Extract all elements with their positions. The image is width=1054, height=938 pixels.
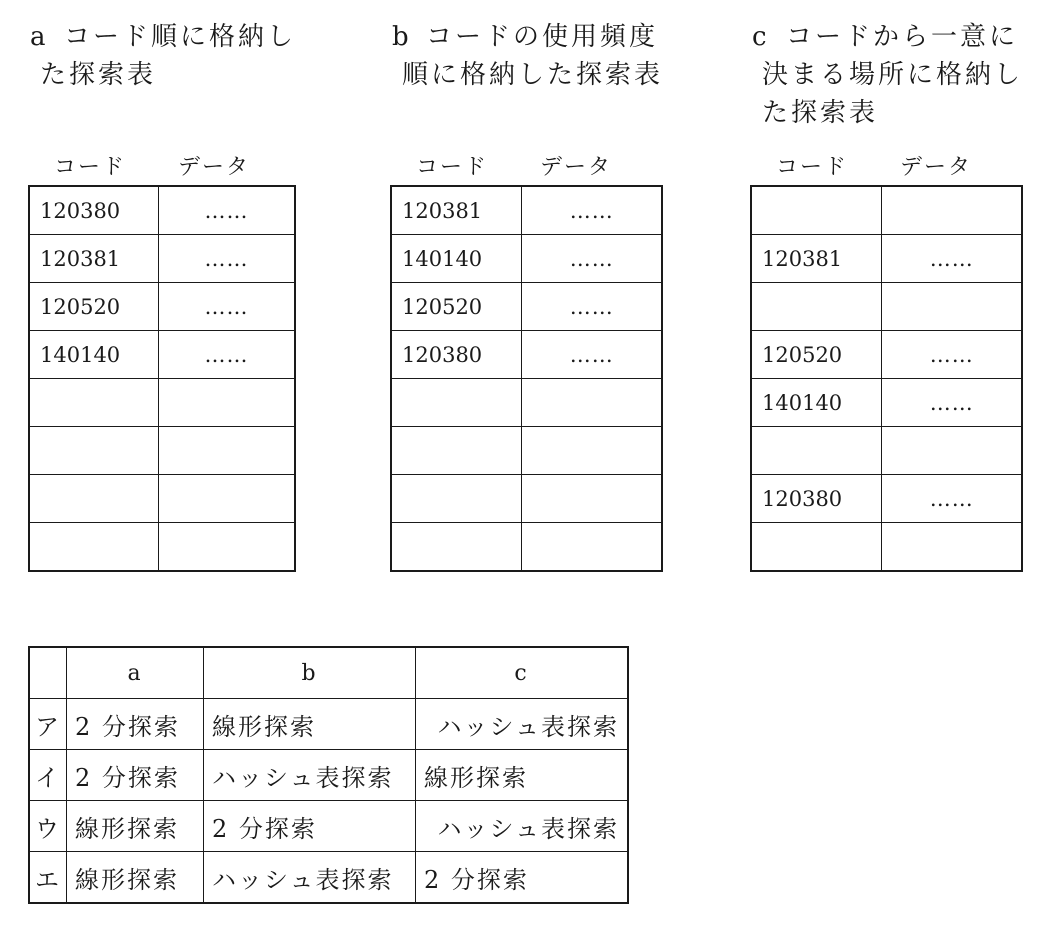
answer-cell-b: 2 分探索 bbox=[204, 801, 416, 852]
answer-header-row bbox=[29, 647, 628, 699]
table-row bbox=[751, 331, 1022, 379]
data-cell bbox=[522, 427, 662, 475]
panel-a-data-header: データ bbox=[178, 155, 251, 180]
answer-label: イ bbox=[29, 750, 67, 801]
code-cell: 120380 bbox=[29, 186, 158, 235]
data-cell: …… bbox=[882, 475, 1022, 523]
data-cell: …… bbox=[522, 186, 662, 235]
table-row bbox=[751, 379, 1022, 427]
panel-a-letter: a bbox=[30, 22, 49, 52]
data-cell bbox=[158, 475, 295, 523]
panel-b-letter: b bbox=[392, 22, 412, 52]
table-row bbox=[29, 331, 295, 379]
data-cell: …… bbox=[522, 331, 662, 379]
code-cell: 120380 bbox=[751, 475, 882, 523]
code-cell bbox=[29, 427, 158, 475]
code-cell bbox=[751, 523, 882, 572]
panel-b-table bbox=[390, 185, 663, 572]
code-cell: 140140 bbox=[391, 235, 522, 283]
table-row bbox=[751, 283, 1022, 331]
answer-row bbox=[29, 699, 628, 750]
panel-c-code-header: コード bbox=[776, 155, 849, 180]
data-cell: …… bbox=[882, 235, 1022, 283]
panel-a bbox=[28, 18, 297, 367]
data-cell: …… bbox=[158, 283, 295, 331]
code-cell: 120520 bbox=[751, 331, 882, 379]
code-cell: 140140 bbox=[751, 379, 882, 427]
data-cell bbox=[882, 427, 1022, 475]
table-row bbox=[391, 427, 662, 475]
panel-a-code-header: コード bbox=[54, 155, 127, 180]
data-cell bbox=[882, 523, 1022, 572]
panel-b-caption-line2: 順に格納した探索表 bbox=[402, 60, 664, 90]
data-cell: …… bbox=[882, 331, 1022, 379]
table-row bbox=[751, 186, 1022, 235]
table-row bbox=[751, 427, 1022, 475]
answer-label: ア bbox=[29, 699, 67, 750]
answer-header-corner bbox=[29, 647, 67, 699]
table-row bbox=[29, 235, 295, 283]
answer-cell-a: 2 分探索 bbox=[67, 699, 204, 750]
table-row bbox=[29, 475, 295, 523]
code-cell bbox=[391, 523, 522, 572]
data-cell bbox=[158, 523, 295, 572]
table-row bbox=[29, 186, 295, 235]
code-cell: 120381 bbox=[391, 186, 522, 235]
answer-cell-a: 線形探索 bbox=[67, 801, 204, 852]
data-cell: …… bbox=[158, 235, 295, 283]
panel-c-caption-line2: 決まる場所に格納し bbox=[762, 60, 1024, 90]
data-cell bbox=[522, 523, 662, 572]
data-cell bbox=[522, 475, 662, 523]
table-row bbox=[391, 235, 662, 283]
panel-c-caption-line1: コードから一意に bbox=[786, 22, 1019, 52]
answer-cell-c: ハッシュ表探索 bbox=[416, 699, 629, 750]
answer-cell-a: 2 分探索 bbox=[67, 750, 204, 801]
answer-cell-c: 線形探索 bbox=[416, 750, 629, 801]
data-cell bbox=[882, 283, 1022, 331]
panel-b-caption-line1: コードの使用頻度 bbox=[426, 22, 659, 52]
panel-b-code-header: コード bbox=[416, 155, 489, 180]
data-cell bbox=[522, 379, 662, 427]
panel-b-caption bbox=[390, 18, 663, 138]
answer-cell-b: 線形探索 bbox=[204, 699, 416, 750]
panel-c-caption-line3: た探索表 bbox=[762, 98, 879, 128]
panel-a-table bbox=[28, 185, 296, 572]
code-cell bbox=[29, 475, 158, 523]
answer-label: エ bbox=[29, 852, 67, 904]
code-cell: 120520 bbox=[29, 283, 158, 331]
code-cell bbox=[751, 283, 882, 331]
code-cell: 140140 bbox=[29, 331, 158, 379]
table-row bbox=[29, 523, 295, 572]
answer-header-b: b bbox=[204, 647, 416, 699]
table-row bbox=[391, 186, 662, 235]
panel-a-caption-line1: コード順に格納し bbox=[64, 22, 297, 52]
code-cell bbox=[751, 186, 882, 235]
table-row bbox=[391, 379, 662, 427]
data-cell: …… bbox=[882, 379, 1022, 427]
panel-c-data-header: データ bbox=[900, 155, 973, 180]
panel-a-caption bbox=[28, 18, 296, 138]
panel-c-caption bbox=[750, 18, 1023, 138]
panel-a-column-headers bbox=[28, 146, 338, 182]
code-cell bbox=[391, 379, 522, 427]
table-row bbox=[751, 235, 1022, 283]
answer-label: ウ bbox=[29, 801, 67, 852]
panel-a-caption-line2: た探索表 bbox=[40, 60, 157, 90]
table-row bbox=[29, 283, 295, 331]
answer-cell-b: ハッシュ表探索 bbox=[204, 852, 416, 904]
table-row bbox=[751, 475, 1022, 523]
panel-b-data-header: データ bbox=[540, 155, 613, 180]
table-row bbox=[29, 379, 295, 427]
code-cell bbox=[391, 427, 522, 475]
answer-row bbox=[29, 750, 628, 801]
code-cell bbox=[751, 427, 882, 475]
code-cell bbox=[29, 523, 158, 572]
answer-row bbox=[29, 801, 628, 852]
data-cell bbox=[158, 379, 295, 427]
code-cell: 120520 bbox=[391, 283, 522, 331]
code-cell: 120381 bbox=[29, 235, 158, 283]
answer-cell-c: ハッシュ表探索 bbox=[416, 801, 629, 852]
answer-cell-b: ハッシュ表探索 bbox=[204, 750, 416, 801]
data-cell bbox=[882, 186, 1022, 235]
answer-cell-a: 線形探索 bbox=[67, 852, 204, 904]
table-row bbox=[29, 427, 295, 475]
data-cell: …… bbox=[158, 186, 295, 235]
answer-row bbox=[29, 852, 628, 904]
panel-c-letter: c bbox=[752, 22, 770, 52]
table-row bbox=[391, 283, 662, 331]
panel-c bbox=[750, 18, 1024, 511]
panel-b-column-headers bbox=[390, 146, 700, 182]
data-cell bbox=[158, 427, 295, 475]
panel-c-table bbox=[750, 185, 1023, 572]
table-row bbox=[751, 523, 1022, 572]
code-cell bbox=[29, 379, 158, 427]
table-row bbox=[391, 523, 662, 572]
code-cell: 120381 bbox=[751, 235, 882, 283]
table-row bbox=[391, 331, 662, 379]
panel-b bbox=[390, 18, 664, 367]
table-row bbox=[391, 475, 662, 523]
answer-cell-c: 2 分探索 bbox=[416, 852, 629, 904]
data-cell: …… bbox=[522, 283, 662, 331]
data-cell: …… bbox=[158, 331, 295, 379]
panel-c-column-headers bbox=[750, 146, 1054, 182]
answer-header-c: c bbox=[416, 647, 629, 699]
answer-choices-table bbox=[28, 646, 629, 904]
data-cell: …… bbox=[522, 235, 662, 283]
answer-header-a: a bbox=[67, 647, 204, 699]
code-cell bbox=[391, 475, 522, 523]
code-cell: 120380 bbox=[391, 331, 522, 379]
